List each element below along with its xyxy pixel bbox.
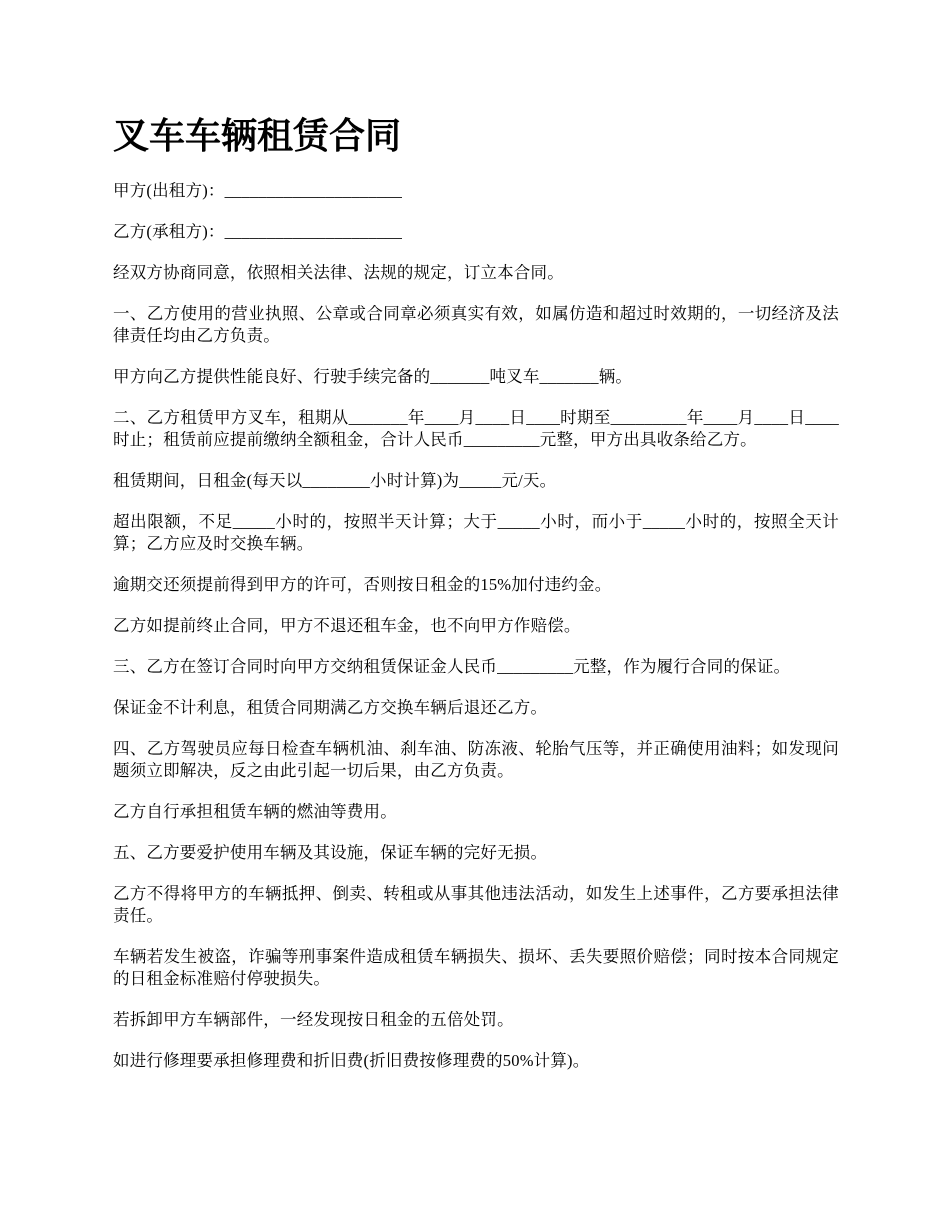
late-return-paragraph: 逾期交还须提前得到甲方的许可，否则按日租金的15%加付违约金。: [113, 575, 612, 594]
clause-3-paragraph: 三、乙方在签订合同时向甲方交纳租赁保证金人民币_________元整，作为履行合同的保证。: [113, 657, 791, 676]
forklift-supply-paragraph: 甲方向乙方提供性能良好、行驶手续完备的_______吨叉车_______辆。: [113, 367, 633, 386]
clause-5-paragraph: 五、乙方要爱护使用车辆及其设施，保证车辆的完好无损。: [113, 843, 548, 862]
party-b-line: 乙方(承租方)：_____________________: [113, 222, 403, 241]
dismantle-paragraph: 若拆卸甲方车辆部件，一经发现按日租金的五倍处罚。: [113, 1010, 514, 1029]
clause-2-paragraph: 二、乙方租赁甲方叉车，租期从_______年____月____日____时期至_________年____月____日____时止；租赁前应提前缴纳全额租金，合计人民币_________元整，甲方出具收条给乙方。: [113, 408, 839, 449]
overtime-paragraph: 超出限额，不足_____小时的，按照半天计算；大于_____小时，而小于_____小时的，按照全天计算；乙方应及时交换车辆。: [113, 512, 839, 553]
preamble-paragraph: 经双方协商同意，依照相关法律、法规的规定，订立本合同。: [113, 263, 564, 282]
document-title: 叉车车辆租赁合同: [113, 115, 402, 156]
illegal-use-paragraph: 乙方不得将甲方的车辆抵押、倒卖、转租或从事其他违法活动，如发生上述事件，乙方要承担法律责任。: [113, 884, 839, 925]
party-a-line: 甲方(出租方)：_____________________: [113, 181, 403, 200]
deposit-paragraph: 保证金不计利息，租赁合同期满乙方交换车辆后退还乙方。: [113, 698, 548, 717]
theft-paragraph: 车辆若发生被盗，诈骗等刑事案件造成租赁车辆损失、损坏、丢失要照价赔偿；同时按本合同规定的日租金标准赔付停驶损失。: [113, 947, 839, 988]
clause-1-paragraph: 一、乙方使用的营业执照、公章或合同章必须真实有效，如属仿造和超过时效期的，一切经济及法律责任均由乙方负责。: [113, 304, 839, 345]
fuel-cost-paragraph: 乙方自行承担租赁车辆的燃油等费用。: [113, 802, 397, 821]
document-body: [113, 180, 839, 1091]
daily-rent-paragraph: 租赁期间，日租金(每天以________小时计算)为_____元/天。: [113, 471, 557, 490]
repair-paragraph: 如进行修理要承担修理费和折旧费(折旧费按修理费的50%计算)。: [113, 1051, 590, 1070]
early-termination-paragraph: 乙方如提前终止合同，甲方不退还租车金，也不向甲方作赔偿。: [113, 616, 581, 635]
clause-4-paragraph: 四、乙方驾驶员应每日检查车辆机油、刹车油、防冻液、轮胎气压等，并正确使用油料；如发现问题须立即解决，反之由此引起一切后果，由乙方负责。: [113, 739, 839, 780]
